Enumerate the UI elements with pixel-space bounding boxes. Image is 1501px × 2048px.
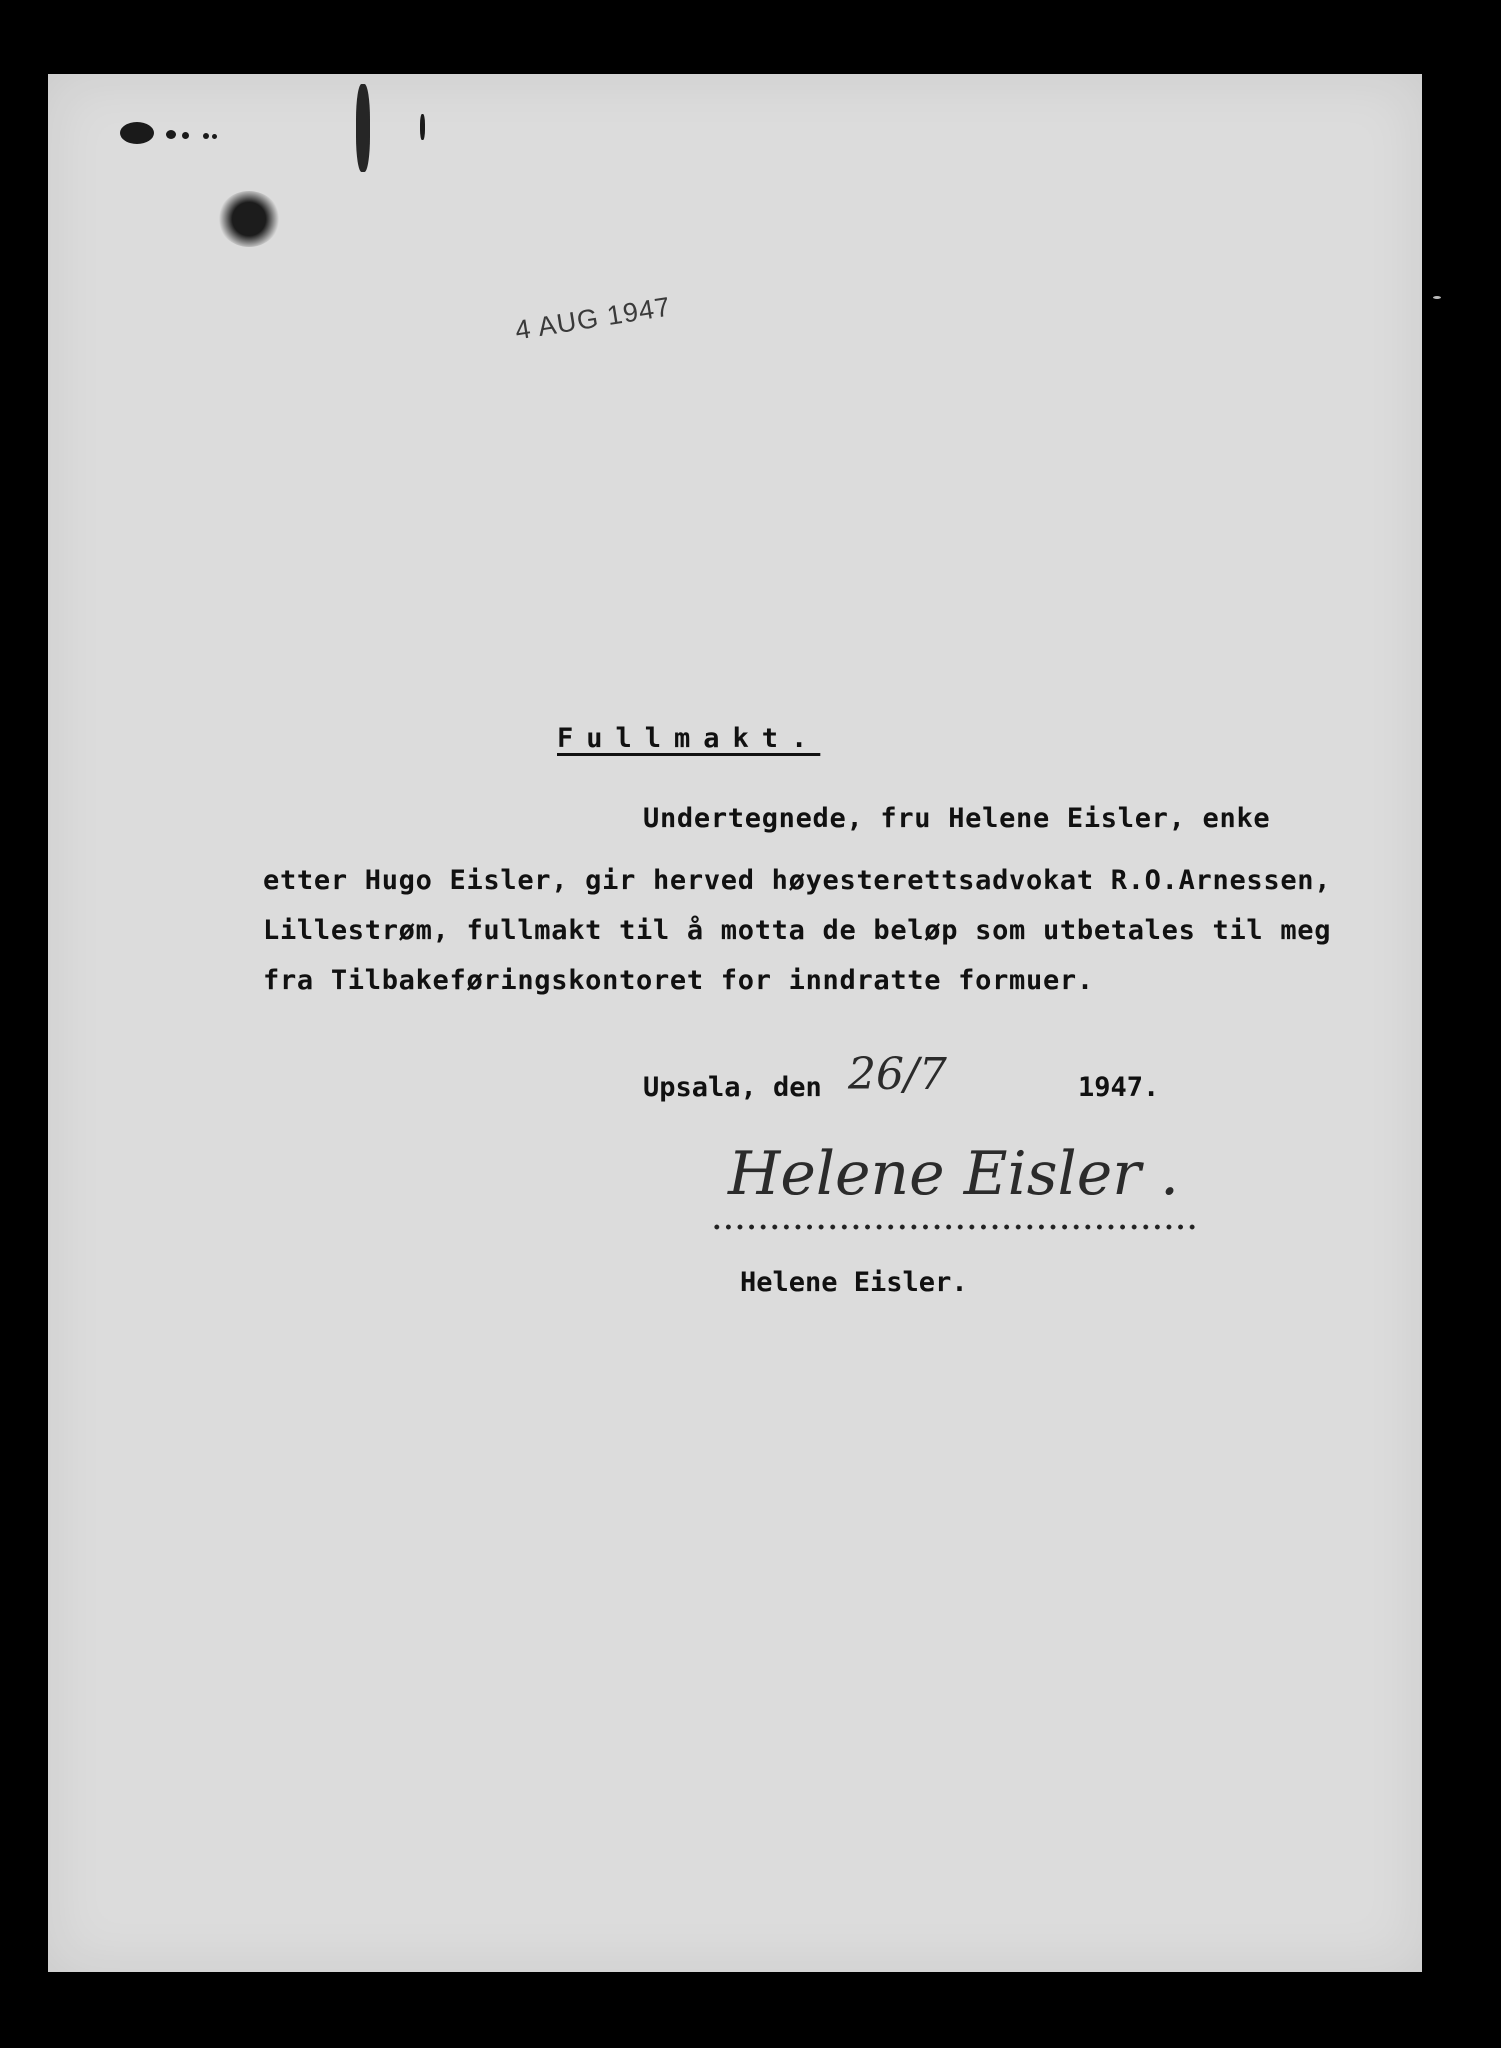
body-line: etter Hugo Eisler, gir herved høyesterettsadvokat R.O.Arnessen, bbox=[263, 865, 1332, 896]
ink-streak bbox=[420, 114, 425, 140]
place-date-label: Upsala, den bbox=[643, 1072, 822, 1103]
handwritten-signature: Helene Eisler . bbox=[728, 1139, 1180, 1209]
ink-blot bbox=[120, 122, 154, 144]
handwritten-date: 26/7 bbox=[848, 1049, 947, 1100]
ink-blot bbox=[212, 134, 217, 139]
ink-blot bbox=[203, 133, 209, 139]
ink-streak bbox=[356, 84, 370, 172]
body-line: fra Tilbakeføringskontoret for inndratte formuer. bbox=[263, 965, 1094, 996]
document-title: Fullmakt. bbox=[557, 723, 821, 754]
ink-smudge bbox=[218, 191, 280, 247]
received-date-stamp: 4 AUG 1947 bbox=[512, 291, 673, 346]
ink-blot bbox=[166, 130, 176, 139]
scan-speck bbox=[1433, 296, 1441, 299]
ink-blot bbox=[182, 132, 189, 139]
body-line: Undertegnede, fru Helene Eisler, enke bbox=[643, 803, 1271, 834]
body-line: Lillestrøm, fullmakt til å motta de beløp som utbetales til meg bbox=[263, 915, 1332, 946]
signature-dotted-line bbox=[711, 1222, 1197, 1232]
year: 1947. bbox=[1078, 1072, 1160, 1103]
document-page bbox=[48, 74, 1422, 1972]
typed-signature-name: Helene Eisler. bbox=[740, 1267, 968, 1298]
